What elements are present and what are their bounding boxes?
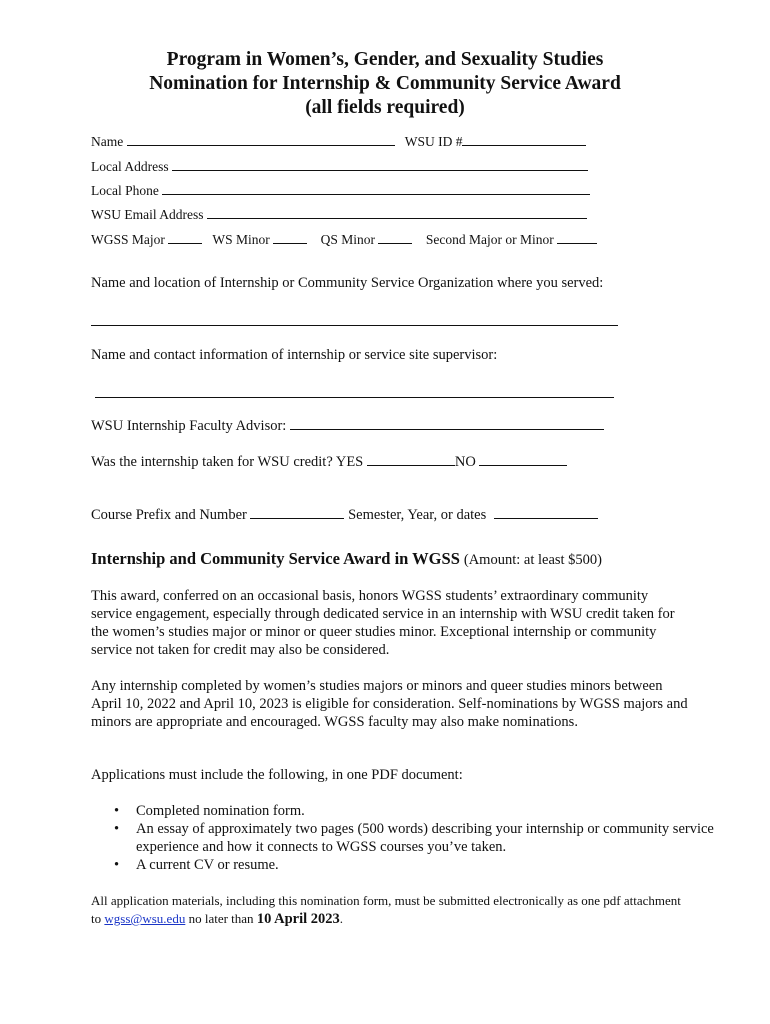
faculty-advisor-label: WSU Internship Faculty Advisor:: [91, 418, 287, 434]
wsu-email-label: WSU Email Address: [91, 207, 204, 222]
list-item: • An essay of approximately two pages (500 words) describing your internship or community service experience and how it connects to WGSS courses you’ve taken.: [114, 821, 714, 855]
name-label: Name: [91, 134, 124, 149]
application-instructions: Applications must include the following, in one PDF document:: [91, 767, 463, 783]
organization-answer-line[interactable]: [91, 325, 618, 326]
credit-no-field[interactable]: [479, 454, 567, 466]
form-subtitle: (all fields required): [305, 97, 465, 118]
local-address-row: [91, 159, 588, 175]
course-prefix-label: Course Prefix and Number: [91, 507, 247, 523]
submission-note: All application materials, including this nomination form, must be submitted electronically as one pdf attachment to wgss@wsu.edu no later than 10 April 2023.: [91, 893, 681, 927]
wsu-id-field[interactable]: [462, 134, 586, 146]
credit-yes-field[interactable]: [367, 454, 455, 466]
form-title: Nomination for Internship & Community Service Award: [149, 73, 621, 94]
credit-question-label: Was the internship taken for WSU credit? YES: [91, 454, 364, 470]
list-item: • Completed nomination form.: [114, 803, 305, 819]
bullet-icon: •: [114, 821, 120, 837]
local-phone-row: [91, 183, 590, 199]
wgss-major-field[interactable]: [168, 232, 202, 244]
credit-no-label: NO: [454, 454, 476, 470]
name-row: [91, 134, 586, 150]
wsu-email-field[interactable]: [207, 207, 587, 219]
name-field[interactable]: [127, 134, 395, 146]
ws-minor-label: WS Minor: [212, 232, 270, 247]
ws-minor-field[interactable]: [273, 232, 307, 244]
qs-minor-label: QS Minor: [320, 232, 376, 247]
wsu-email-row: [91, 207, 587, 223]
bullet-icon: •: [114, 803, 120, 819]
local-address-label: Local Address: [91, 159, 169, 174]
program-row: [91, 232, 597, 248]
semester-label: Semester, Year, or dates: [348, 507, 487, 523]
program-title: Program in Women’s, Gender, and Sexuality Studies: [166, 49, 604, 70]
wgss-major-label: WGSS Major: [91, 232, 165, 247]
local-address-field[interactable]: [172, 159, 588, 171]
award-description: This award, conferred on an occasional basis, honors WGSS students’ extraordinary community service engagement, especially through dedicated service in an internship with WSU credit taken for the women’s studies major or minor or queer studies minor. Exceptional internship or community service not taken for credit may also be considered.: [91, 588, 675, 658]
semester-field[interactable]: [494, 507, 598, 519]
organization-question: Name and location of Internship or Community Service Organization where you served:: [91, 275, 604, 291]
list-item: • A current CV or resume.: [114, 857, 279, 873]
requirements-list: [91, 802, 736, 874]
second-major-label: Second Major or Minor: [425, 232, 554, 247]
bullet-icon: •: [114, 857, 120, 873]
credit-row: [91, 454, 567, 471]
local-phone-field[interactable]: [162, 183, 590, 195]
award-heading: Internship and Community Service Award in WGSS: [91, 549, 460, 568]
supervisor-answer-line[interactable]: [95, 397, 614, 398]
deadline-date: 10 April 2023: [256, 911, 340, 927]
award-amount: (Amount: at least $500): [463, 552, 603, 568]
email-link[interactable]: wgss@wsu.edu: [104, 911, 186, 926]
local-phone-label: Local Phone: [91, 183, 159, 198]
supervisor-question: Name and contact information of internship or service site supervisor:: [91, 347, 498, 363]
second-major-field[interactable]: [557, 232, 597, 244]
award-heading-row: [91, 549, 602, 569]
faculty-advisor-row: [91, 418, 604, 435]
eligibility-paragraph: Any internship completed by women’s studies majors or minors and queer studies minors between April 10, 2022 and April 10, 2023 is eligible for consideration. Self-nominations by WGSS majors and minors are appropriate and encouraged. WGSS faculty may also make nominations.: [91, 678, 688, 730]
course-row: [91, 507, 598, 524]
wsu-id-label: WSU ID #: [404, 134, 463, 149]
course-prefix-field[interactable]: [250, 507, 344, 519]
faculty-advisor-field[interactable]: [290, 418, 604, 430]
qs-minor-field[interactable]: [378, 232, 412, 244]
